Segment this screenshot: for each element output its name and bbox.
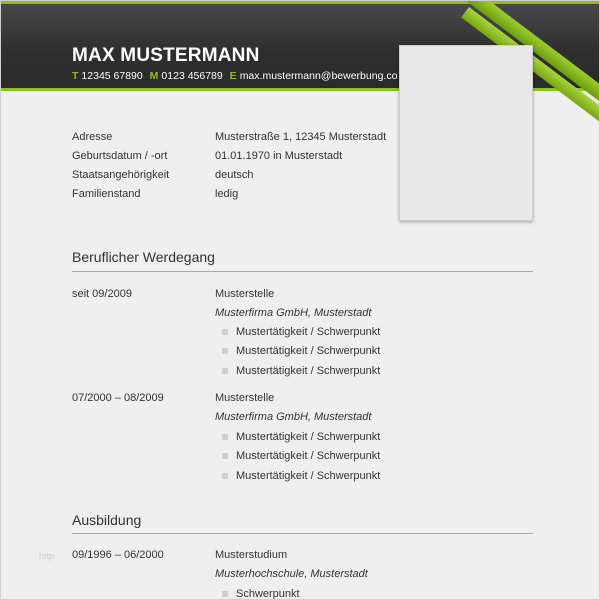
- entry-date: 07/2000 – 08/2009: [72, 392, 164, 404]
- phone-number: 12345 67890: [81, 70, 143, 82]
- entry-position: Musterstelle: [215, 392, 275, 404]
- section-title-career: Beruflicher Werdegang: [72, 249, 215, 265]
- section-divider: [72, 271, 533, 272]
- personal-value-marital: ledig: [215, 188, 239, 200]
- entry-bullet-text: Mustertätigkeit / Schwerpunkt: [236, 326, 381, 338]
- entry-company: Musterhochschule, Musterstadt: [215, 568, 368, 580]
- entry-bullet-text: Mustertätigkeit / Schwerpunkt: [236, 470, 381, 482]
- bullet-square-icon: [222, 473, 228, 479]
- personal-label-birth: Geburtsdatum / -ort: [72, 150, 168, 162]
- personal-label-nationality: Staatsangehörigkeit: [72, 169, 170, 181]
- bullet-square-icon: [222, 434, 228, 440]
- entry-bullet-text: Mustertätigkeit / Schwerpunkt: [236, 365, 381, 377]
- applicant-name: MAX MUSTERMANN: [72, 45, 260, 66]
- personal-value-birth: 01.01.1970 in Musterstadt: [215, 150, 343, 162]
- mobile-number: 0123 456789: [161, 70, 223, 82]
- email-label: E: [229, 70, 237, 82]
- entry-position: Musterstudium: [215, 549, 288, 561]
- email-address: max.mustermann@bewerbung.co: [239, 70, 398, 82]
- entry-company: Musterfirma GmbH, Musterstadt: [215, 307, 372, 319]
- personal-value-nationality: deutsch: [215, 169, 254, 181]
- entry-bullet-text: Mustertätigkeit / Schwerpunkt: [236, 345, 381, 357]
- entry-position: Musterstelle: [215, 288, 275, 300]
- entry-bullet-text: Mustertätigkeit / Schwerpunkt: [236, 431, 381, 443]
- photo-placeholder: [399, 45, 533, 221]
- entry-company: Musterfirma GmbH, Musterstadt: [215, 411, 372, 423]
- phone-label: T: [72, 70, 79, 82]
- section-title-education: Ausbildung: [72, 512, 142, 528]
- entry-date: seit 09/2009: [72, 288, 132, 300]
- bullet-square-icon: [222, 329, 228, 335]
- bullet-square-icon: [222, 453, 228, 459]
- watermark-text: http: [39, 551, 55, 561]
- bullet-square-icon: [222, 368, 228, 374]
- personal-value-address: Musterstraße 1, 12345 Musterstadt: [215, 131, 387, 143]
- entry-bullet-text: Schwerpunkt: [236, 588, 300, 600]
- entry-bullet-text: Mustertätigkeit / Schwerpunkt: [236, 450, 381, 462]
- entry-date: 09/1996 – 06/2000: [72, 549, 164, 561]
- personal-label-marital: Familienstand: [72, 188, 141, 200]
- section-divider: [72, 533, 533, 534]
- personal-label-address: Adresse: [72, 131, 113, 143]
- mobile-label: M: [149, 70, 159, 82]
- bullet-square-icon: [222, 348, 228, 354]
- bullet-square-icon: [222, 591, 228, 597]
